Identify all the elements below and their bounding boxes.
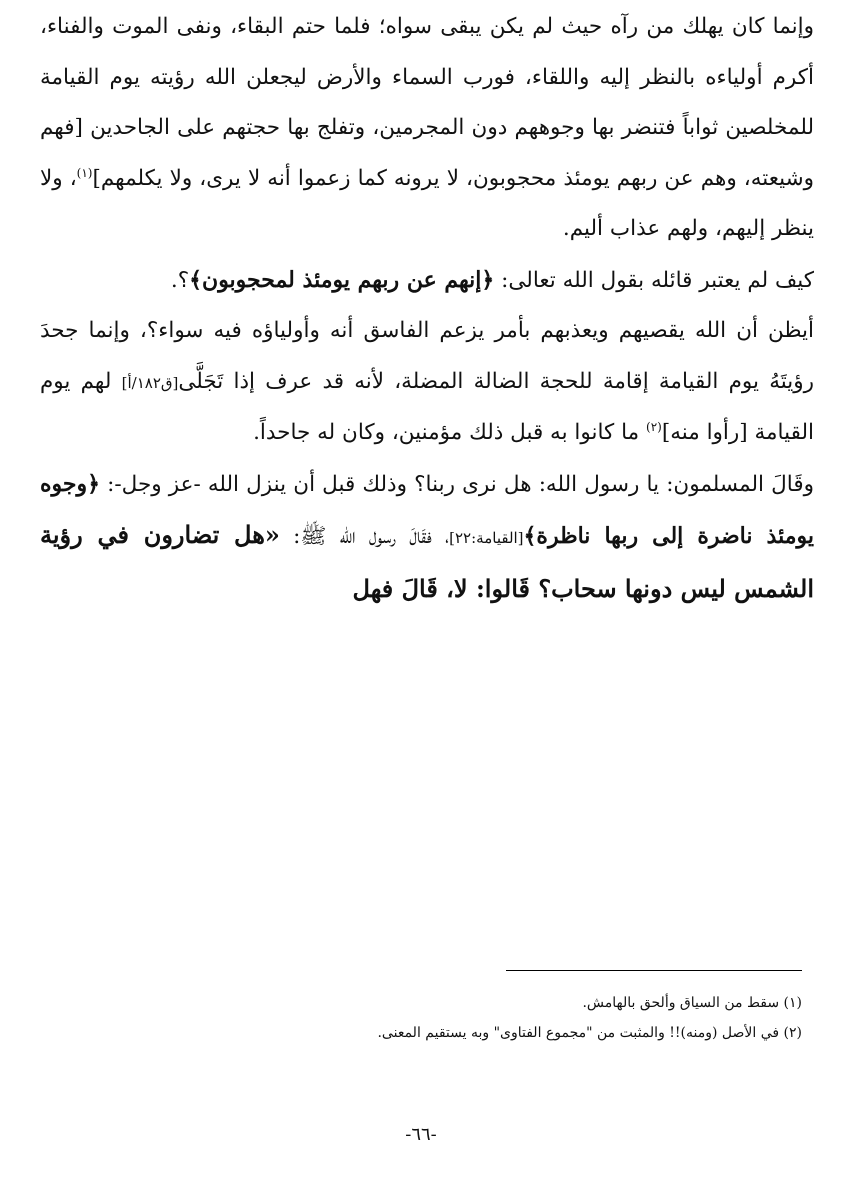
quran-quote: ﴿وجوه يومئذ ناضرة إلى ربها ناظرة﴾ [40,470,814,549]
paragraph-4 [40,459,814,617]
paragraph-3 [40,306,814,459]
hadith-quote: «هل تضارون في رؤية الشمس ليس دونها سحاب؟ قَالوا: لا، قَالَ فهل [40,520,814,603]
footnotes [40,988,802,1048]
paragraph-2 [40,255,814,307]
main-text [40,2,814,616]
paragraph-3-text-end: ما كانوا به قبل ذلك مؤمنين، وكان له جاحداً. [253,420,646,445]
footnote-divider [506,970,802,971]
paragraph-2-text: كيف لم يعتبر قائله بقول الله تعالى: [494,267,814,293]
page-number: -٦٦- [405,1124,437,1145]
quran-quote: ﴿إنهم عن ربهم يومئذ لمحجوبون﴾ [189,266,495,293]
paragraph-1-text: وإنما كان يهلك من رآه حيث لم يكن يبقى سواه؛ فلما حتم البقاء، ونفى الموت والفناء، أكرم أولياءه بالنظر إليه واللقاء، فورب السماء والأرض ليجعلن الله رؤيته يوم القيامة للمخلصين ثواباً فتنضر بها وجوههم دون المجرمين، وتفلج بها حجتهم على الجاحدين [فهم وشيعته، وهم عن ربهم يومئذ محجوبون، لا يرونه كما زعموا أنه لا يرى، ولا يكلمهم] [40,14,814,191]
paragraph-1 [40,2,814,255]
footnote-1: (١) سقط من السياق وألحق بالهامش. [582,995,802,1011]
paragraph-4-text-mid: ، فقَالَ رسول الله [326,524,450,549]
paragraph-4-colon: : [279,524,301,549]
manuscript-folio-marker: [ق١٨٢/أ] [121,373,179,392]
footnote-marker-2: (٢) [646,419,662,434]
footnote-2: (٢) في الأصل (ومنه)!! والمثبت من "مجموع الفتاوى" وبه يستقيم المعنى. [377,1025,802,1041]
salutation-glyph: ﷺ [300,524,327,549]
paragraph-4-text: وقَالَ المسلمون: يا رسول الله: هل نرى ربنا؟ وذلك قبل أن ينزل الله -عز وجل-: [100,471,814,497]
paragraph-2-end: ؟. [170,267,190,293]
paragraph-3-text-mid: لهم يوم القيامة [رأوا منه] [40,368,814,445]
paragraph-3-text: أيظن أن الله يقصيهم ويعذبهم بأمر يزعم الفاسق أنه وأولياؤه فيه سواء؟، وإنما جحدَ رؤيتَهُ يوم القيامة إقامة للحجة الضالة المضلة، لأنه قد عرف إذا تَجَلَّى [40,318,814,394]
paragraph-1-text-end: ، ولا ينظر إليهم، ولهم عذاب أليم. [40,165,814,241]
footnote-marker-1: (١) [76,165,93,180]
verse-reference: [القيامة:٢٢] [449,529,524,547]
